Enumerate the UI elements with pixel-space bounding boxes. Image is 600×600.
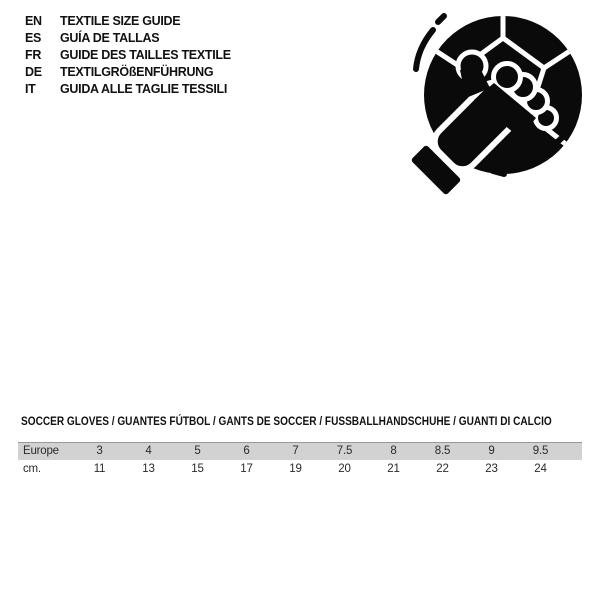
language-code: IT [25, 82, 36, 96]
size-value: 8 [390, 445, 397, 457]
language-label: GUIDE DES TAILLES TEXTILE [60, 48, 231, 62]
row-header-label: Europe [23, 445, 59, 457]
cm-value: 13 [142, 463, 155, 475]
size-value: 7.5 [336, 445, 353, 457]
cm-value: 23 [485, 463, 498, 475]
language-code: FR [25, 48, 42, 62]
cm-value: 17 [240, 463, 253, 475]
size-value: 4 [145, 445, 152, 457]
list-item [25, 81, 231, 98]
glove-ball-icon-svg [408, 8, 590, 198]
size-table-section [18, 414, 582, 478]
table-row-europe [18, 442, 582, 460]
size-table-title: SOCCER GLOVES / GUANTES FÚTBOL / GANTS DE SOCCER / FUSSBALLHANDSCHUHE / GUANTI DI CALCIO [21, 414, 552, 428]
list-item [25, 13, 231, 30]
list-item [25, 47, 231, 64]
size-value: 9.5 [532, 445, 549, 457]
row-header-label: cm. [23, 463, 41, 475]
language-code: EN [25, 14, 42, 28]
language-label: GUIDA ALLE TAGLIE TESSILI [60, 82, 228, 96]
language-guide-list [25, 13, 231, 98]
language-code: ES [25, 31, 42, 45]
table-row-cm [18, 460, 582, 478]
size-value: 5 [194, 445, 201, 457]
size-value: 7 [292, 445, 299, 457]
list-item [25, 30, 231, 47]
cm-value: 15 [191, 463, 204, 475]
list-item [25, 64, 231, 81]
size-value: 6 [243, 445, 250, 457]
language-label: TEXTILE SIZE GUIDE [60, 14, 181, 28]
cm-value: 21 [387, 463, 400, 475]
size-value: 8.5 [434, 445, 451, 457]
language-label: TEXTILGRÖßENFÜHRUNG [60, 65, 214, 79]
language-code: DE [25, 65, 42, 79]
size-table [18, 442, 582, 478]
cm-value: 24 [534, 463, 547, 475]
size-value: 9 [488, 445, 495, 457]
cm-value: 11 [93, 463, 106, 475]
cm-value: 19 [289, 463, 302, 475]
size-value: 3 [96, 445, 103, 457]
cm-value: 20 [338, 463, 351, 475]
cm-value: 22 [436, 463, 449, 475]
goalkeeper-glove-soccer-ball-icon [408, 8, 590, 198]
language-label: GUÍA DE TALLAS [60, 31, 160, 45]
